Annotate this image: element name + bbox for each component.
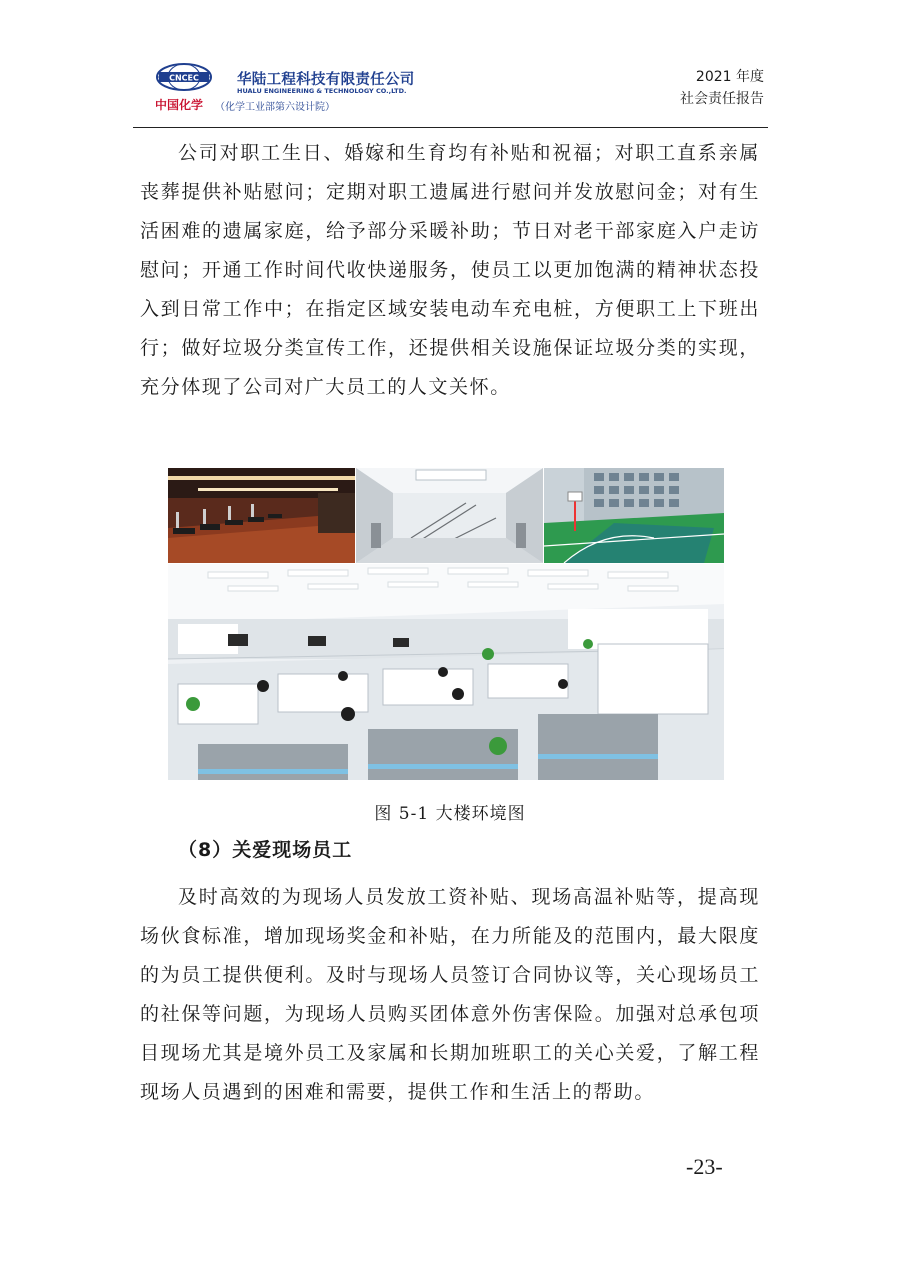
body-paragraph-2: 及时高效的为现场人员发放工资补贴、现场高温补贴等，提高现场伙食标准，增加现场奖金和补贴，在力所能及的范围内，最大限度的为员工提供便利。及时与现场人员签订合同协议等，关心现场员工的社保等问题，为现场人员购买团体意外伤害保险。加强对总承包项目现场尤其是境外员工及家属和长期加班职工的关心关爱，了解工程现场人员遇到的困难和需要，提供工作和生活上的帮助。 [140, 886, 760, 1103]
company-former-name: （化学工业部第六设计院） [215, 102, 335, 113]
page-number: -23- [686, 1154, 723, 1179]
photo-open-office [168, 564, 724, 780]
photo-basketball-court [544, 468, 724, 563]
photo-atrium [356, 468, 543, 563]
company-name-en: HUALU ENGINEERING & TECHNOLOGY CO.,LTD. [237, 87, 407, 95]
section-heading: （8）关爱现场员工 [178, 839, 353, 861]
body-paragraph-1: 公司对职工生日、婚嫁和生育均有补贴和祝福；对职工直系亲属丧葬提供补贴慰问；定期对职工遗属进行慰问并发放慰问金；对有生活困难的遗属家庭，给予部分采暖补助；节日对老干部家庭入户走访慰问；开通工作时间代收快递服务，使员工以更加饱满的精神状态投入到日常工作中；在指定区域安装电动车充电桩，方便职工上下班出行；做好垃圾分类宣传工作，还提供相关设施保证垃圾分类的实现，充分体现了公司对广大员工的人文关怀。 [140, 142, 760, 398]
cncec-emblem-icon [155, 63, 213, 91]
figure-caption: 图 5-1 大楼环境图 [374, 804, 526, 824]
brand-name: 中国化学 [155, 98, 204, 112]
page-header [133, 58, 768, 128]
company-logo [155, 63, 415, 113]
report-year: 2021 年度 [695, 69, 764, 85]
photo-gym [168, 468, 355, 563]
header-divider [133, 127, 768, 128]
report-title: 社会责任报告 [680, 91, 764, 107]
company-name-cn: 华陆工程科技有限责任公司 [237, 72, 415, 88]
emblem-text: CNCEC [169, 73, 199, 83]
